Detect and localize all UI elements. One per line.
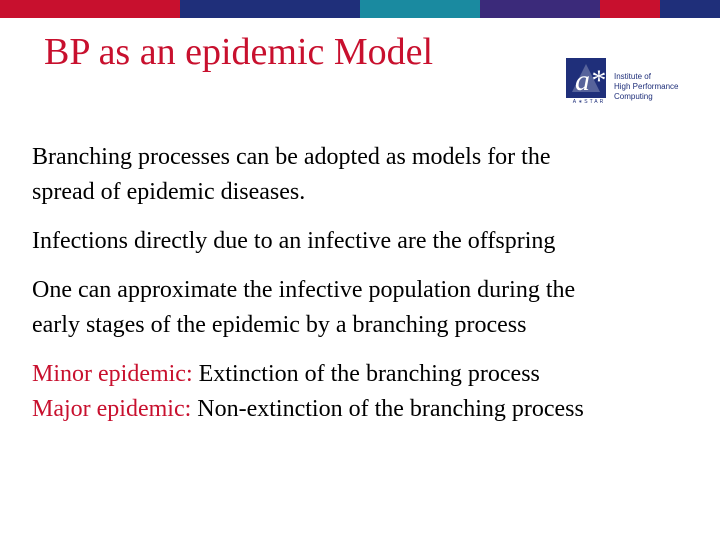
logo-line: High Performance [614, 82, 679, 91]
minor-epidemic-line [32, 357, 704, 392]
logo-text [614, 72, 678, 102]
paragraph-line: Infections directly due to an infective are the offspring [32, 228, 556, 254]
bar-segment [600, 0, 660, 18]
logo-line: Computing [614, 92, 653, 101]
bar-segment [180, 0, 360, 18]
minor-epidemic-label: Minor epidemic: [32, 361, 193, 387]
paragraph-line: One can approximate the infective population during the [32, 277, 576, 303]
bar-segment [0, 0, 180, 18]
minor-epidemic-text: Extinction of the branching process [192, 361, 540, 387]
bar-segment [660, 0, 720, 18]
paragraph-offspring [32, 224, 704, 259]
major-epidemic-text: Non-extinction of the branching process [191, 396, 584, 422]
paragraph-line: early stages of the epidemic by a branching process [32, 312, 527, 338]
logo-mark: a* [575, 64, 605, 97]
bar-segment [480, 0, 600, 18]
major-epidemic-line [32, 392, 704, 427]
paragraph-branching-models [32, 140, 704, 210]
astar-logo-icon [566, 52, 612, 98]
logo-line: Institute of [614, 72, 651, 81]
paragraph-line: Branching processes can be adopted as models for the [32, 144, 551, 170]
epidemic-definitions [32, 357, 704, 427]
paragraph-approximation [32, 273, 704, 343]
slide-body [32, 140, 704, 441]
slide-title: BP as an epidemic Model [44, 31, 434, 73]
paragraph-line: spread of epidemic diseases. [32, 179, 306, 205]
astar-ihpc-logo [566, 52, 686, 108]
major-epidemic-label: Major epidemic: [32, 396, 192, 422]
logo-subtitle: A∗STAR [572, 99, 606, 105]
top-color-bar [0, 0, 720, 18]
bar-segment [360, 0, 480, 18]
